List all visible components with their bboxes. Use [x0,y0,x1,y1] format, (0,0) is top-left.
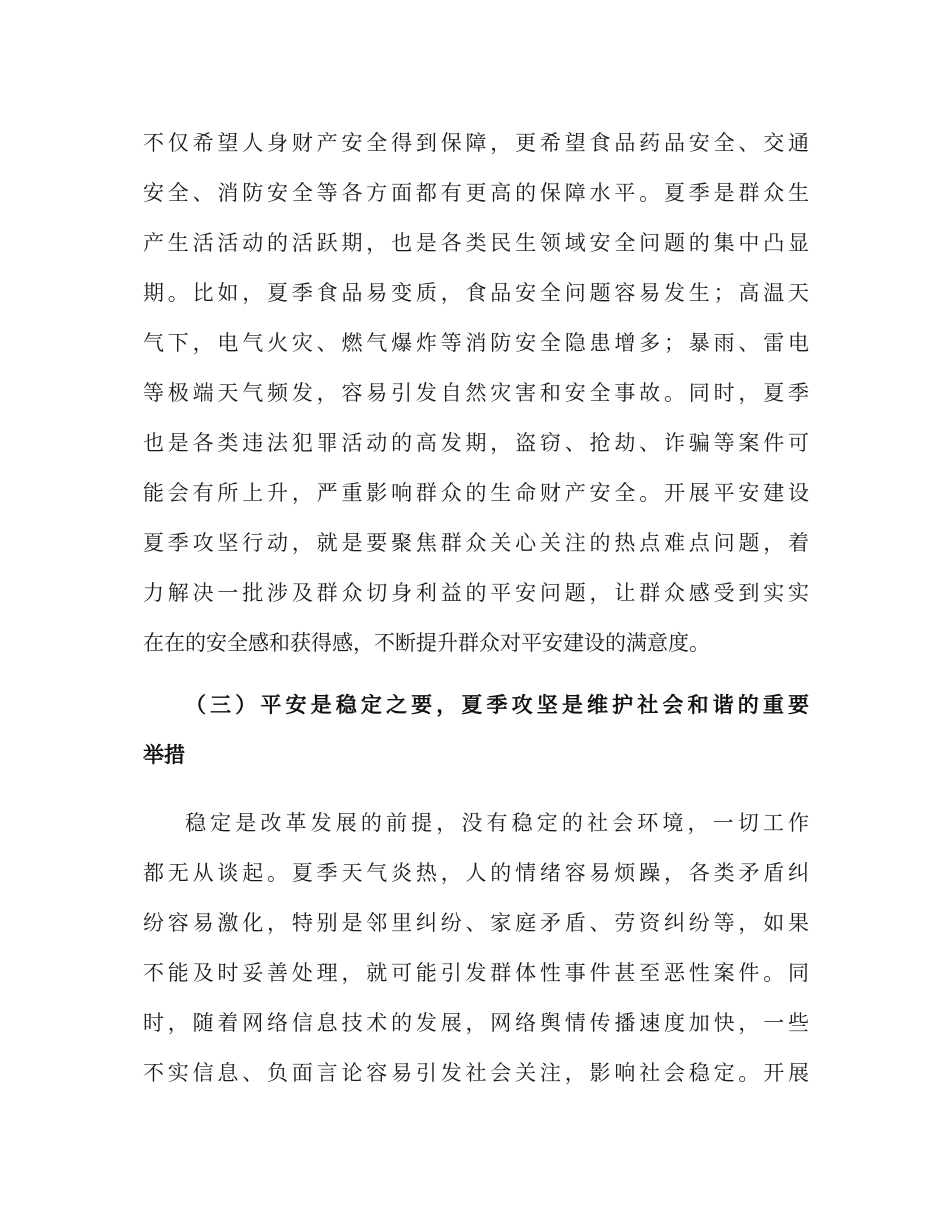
text-line: 也是各类违法犯罪活动的高发期，盗窃、抢劫、诈骗等案件可 [143,431,809,455]
heading-line: 举措 [143,743,185,767]
text-line: 安全、消防安全等各方面都有更高的保障水平。夏季是群众生 [143,181,809,205]
text-line: 纷容易激化，特别是邻里纠纷、家庭矛盾、劳资纠纷等，如果 [143,911,809,935]
text-line: 等极端天气频发，容易引发自然灾害和安全事故。同时，夏季 [143,381,809,405]
heading-line: （三）平安是稳定之要，夏季攻坚是维护社会和谐的重要 [185,693,809,717]
text-line: 能会有所上升，严重影响群众的生命财产安全。开展平安建设 [143,481,809,505]
text-line: 夏季攻坚行动，就是要聚焦群众关心关注的热点难点问题，着 [143,531,809,555]
text-line: 期。比如，夏季食品易变质，食品安全问题容易发生；高温天 [143,281,809,305]
text-line: 都无从谈起。夏季天气炎热，人的情绪容易烦躁，各类矛盾纠 [143,861,809,885]
text-line: 不实信息、负面言论容易引发社会关注，影响社会稳定。开展 [143,1061,809,1085]
text-line: 气下，电气火灾、燃气爆炸等消防安全隐患增多；暴雨、雷电 [143,331,809,355]
text-line: 产生活活动的活跃期，也是各类民生领域安全问题的集中凸显 [143,231,809,255]
text-line: 稳定是改革发展的前提，没有稳定的社会环境，一切工作 [185,811,809,835]
text-line: 不能及时妥善处理，就可能引发群体性事件甚至恶性案件。同 [143,961,809,985]
text-line: 力解决一批涉及群众切身利益的平安问题，让群众感受到实实 [143,581,809,605]
text-line: 在在的安全感和获得感，不断提升群众对平安建设的满意度。 [143,631,710,655]
text-line: 不仅希望人身财产安全得到保障，更希望食品药品安全、交通 [143,131,809,155]
text-line: 时，随着网络信息技术的发展，网络舆情传播速度加快，一些 [143,1011,809,1035]
